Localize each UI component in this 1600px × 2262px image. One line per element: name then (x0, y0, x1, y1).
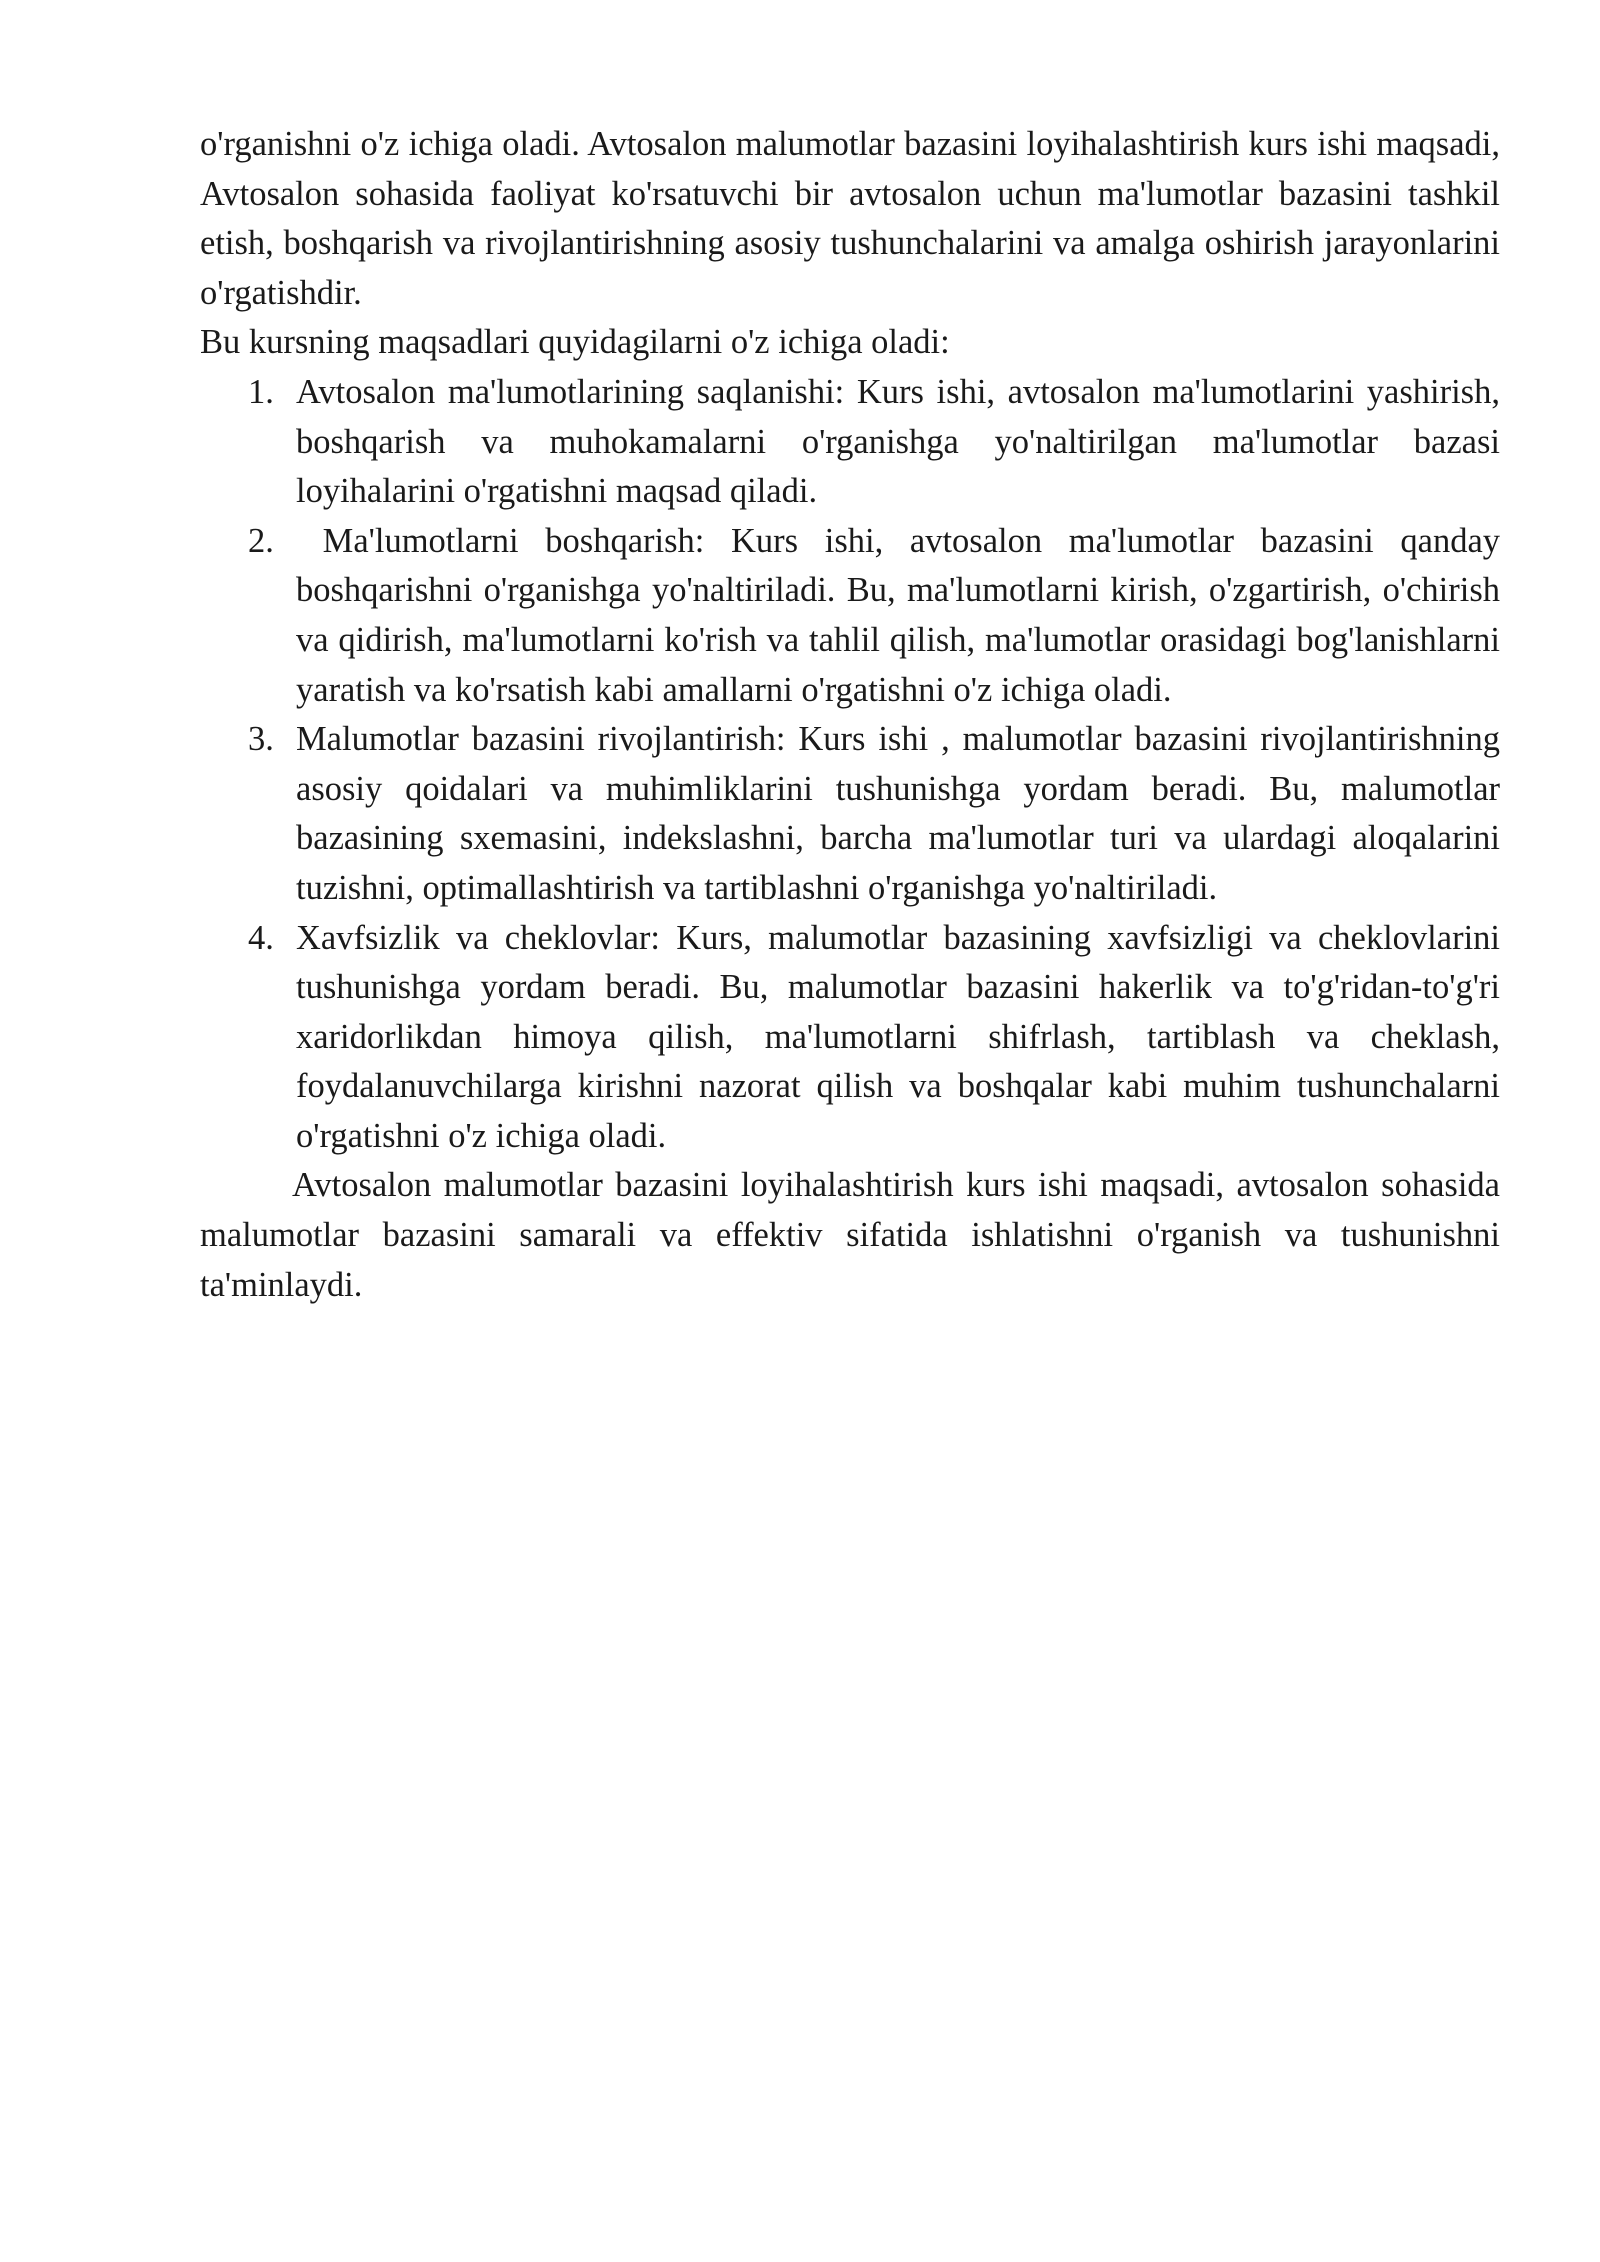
goals-list (200, 368, 1509, 1162)
list-item-text: Avtosalon ma'lumotlarining saqlanishi: Kurs ishi, avtosalon ma'lumotlarini yashirish, boshqarish va muhokamalarni o'rganishga yo'naltirilgan ma'lumotlar bazasi loyihalarini o'rgatishni maqsad qiladi. (296, 372, 1500, 511)
list-item (200, 368, 1500, 517)
conclusion-paragraph: Avtosalon malumotlar bazasini loyihalashtirish kurs ishi maqsadi, avtosalon sohasida malumotlar bazasini samarali va effektiv sifatida ishlatishni o'rganish va tushunishni ta'minlaydi. (200, 1166, 1500, 1304)
list-item-text: Xavfsizlik va cheklovlar: Kurs, malumotlar bazasining xavfsizligi va cheklovlarini tushunishga yordam beradi. Bu, malumotlar bazasini hakerlik va to'g'ridan-to'g'ri xaridorlikdan himoya qilish, ma'lumotlarni shifrlash, tartiblash va cheklash, foydalanuvchilarga kirishni nazorat qilish va boshqalar kabi muhim tushunchalarni o'rgatishni o'z ichiga oladi. (296, 918, 1500, 1155)
intro-paragraph: o'rganishni o'z ichiga oladi. Avtosalon malumotlar bazasini loyihalashtirish kurs ishi maqsadi, Avtosalon sohasida faoliyat ko'rsatuvchi bir avtosalon uchun ma'lumotlar bazasini tashkil etish, boshqarish va rivojlantirishning asosiy tushunchalarini va amalga oshirish jarayonlarini o'rgatishdir. (200, 125, 1500, 312)
list-item-number: 1. (248, 372, 274, 411)
list-item-number: 4. (248, 918, 274, 957)
list-item-number: 2. (248, 521, 274, 560)
list-item-text: Ma'lumotlarni boshqarish: Kurs ishi, avtosalon ma'lumotlar bazasini qanday boshqarishni o'rganishga yo'naltiriladi. Bu, ma'lumotlarni kirish, o'zgartirish, o'chirish va qidirish, ma'lumotlarni ko'rish va tahlil qilish, ma'lumotlar orasidagi bog'lanishlarni yaratish va ko'rsatish kabi amallarni o'rgatishni o'z ichiga oladi. (296, 521, 1509, 709)
list-heading: Bu kursning maqsadlari quyidagilarni o'z ichiga oladi: (200, 323, 950, 362)
list-item (200, 715, 1500, 913)
list-item-text: Malumotlar bazasini rivojlantirish: Kurs ishi , malumotlar bazasini rivojlantirishning asosiy qoidalari va muhimliklarini tushunishga yordam beradi. Bu, malumotlar bazasining sxemasini, indekslashni, barcha ma'lumotlar turi va ulardagi aloqalarini tuzishni, optimallashtirish va tartiblashni o'rganishga yo'naltiriladi. (296, 720, 1500, 907)
list-item-number: 3. (248, 720, 274, 759)
list-item (200, 914, 1500, 1162)
list-item (200, 517, 1509, 715)
document-page (200, 120, 1509, 1310)
